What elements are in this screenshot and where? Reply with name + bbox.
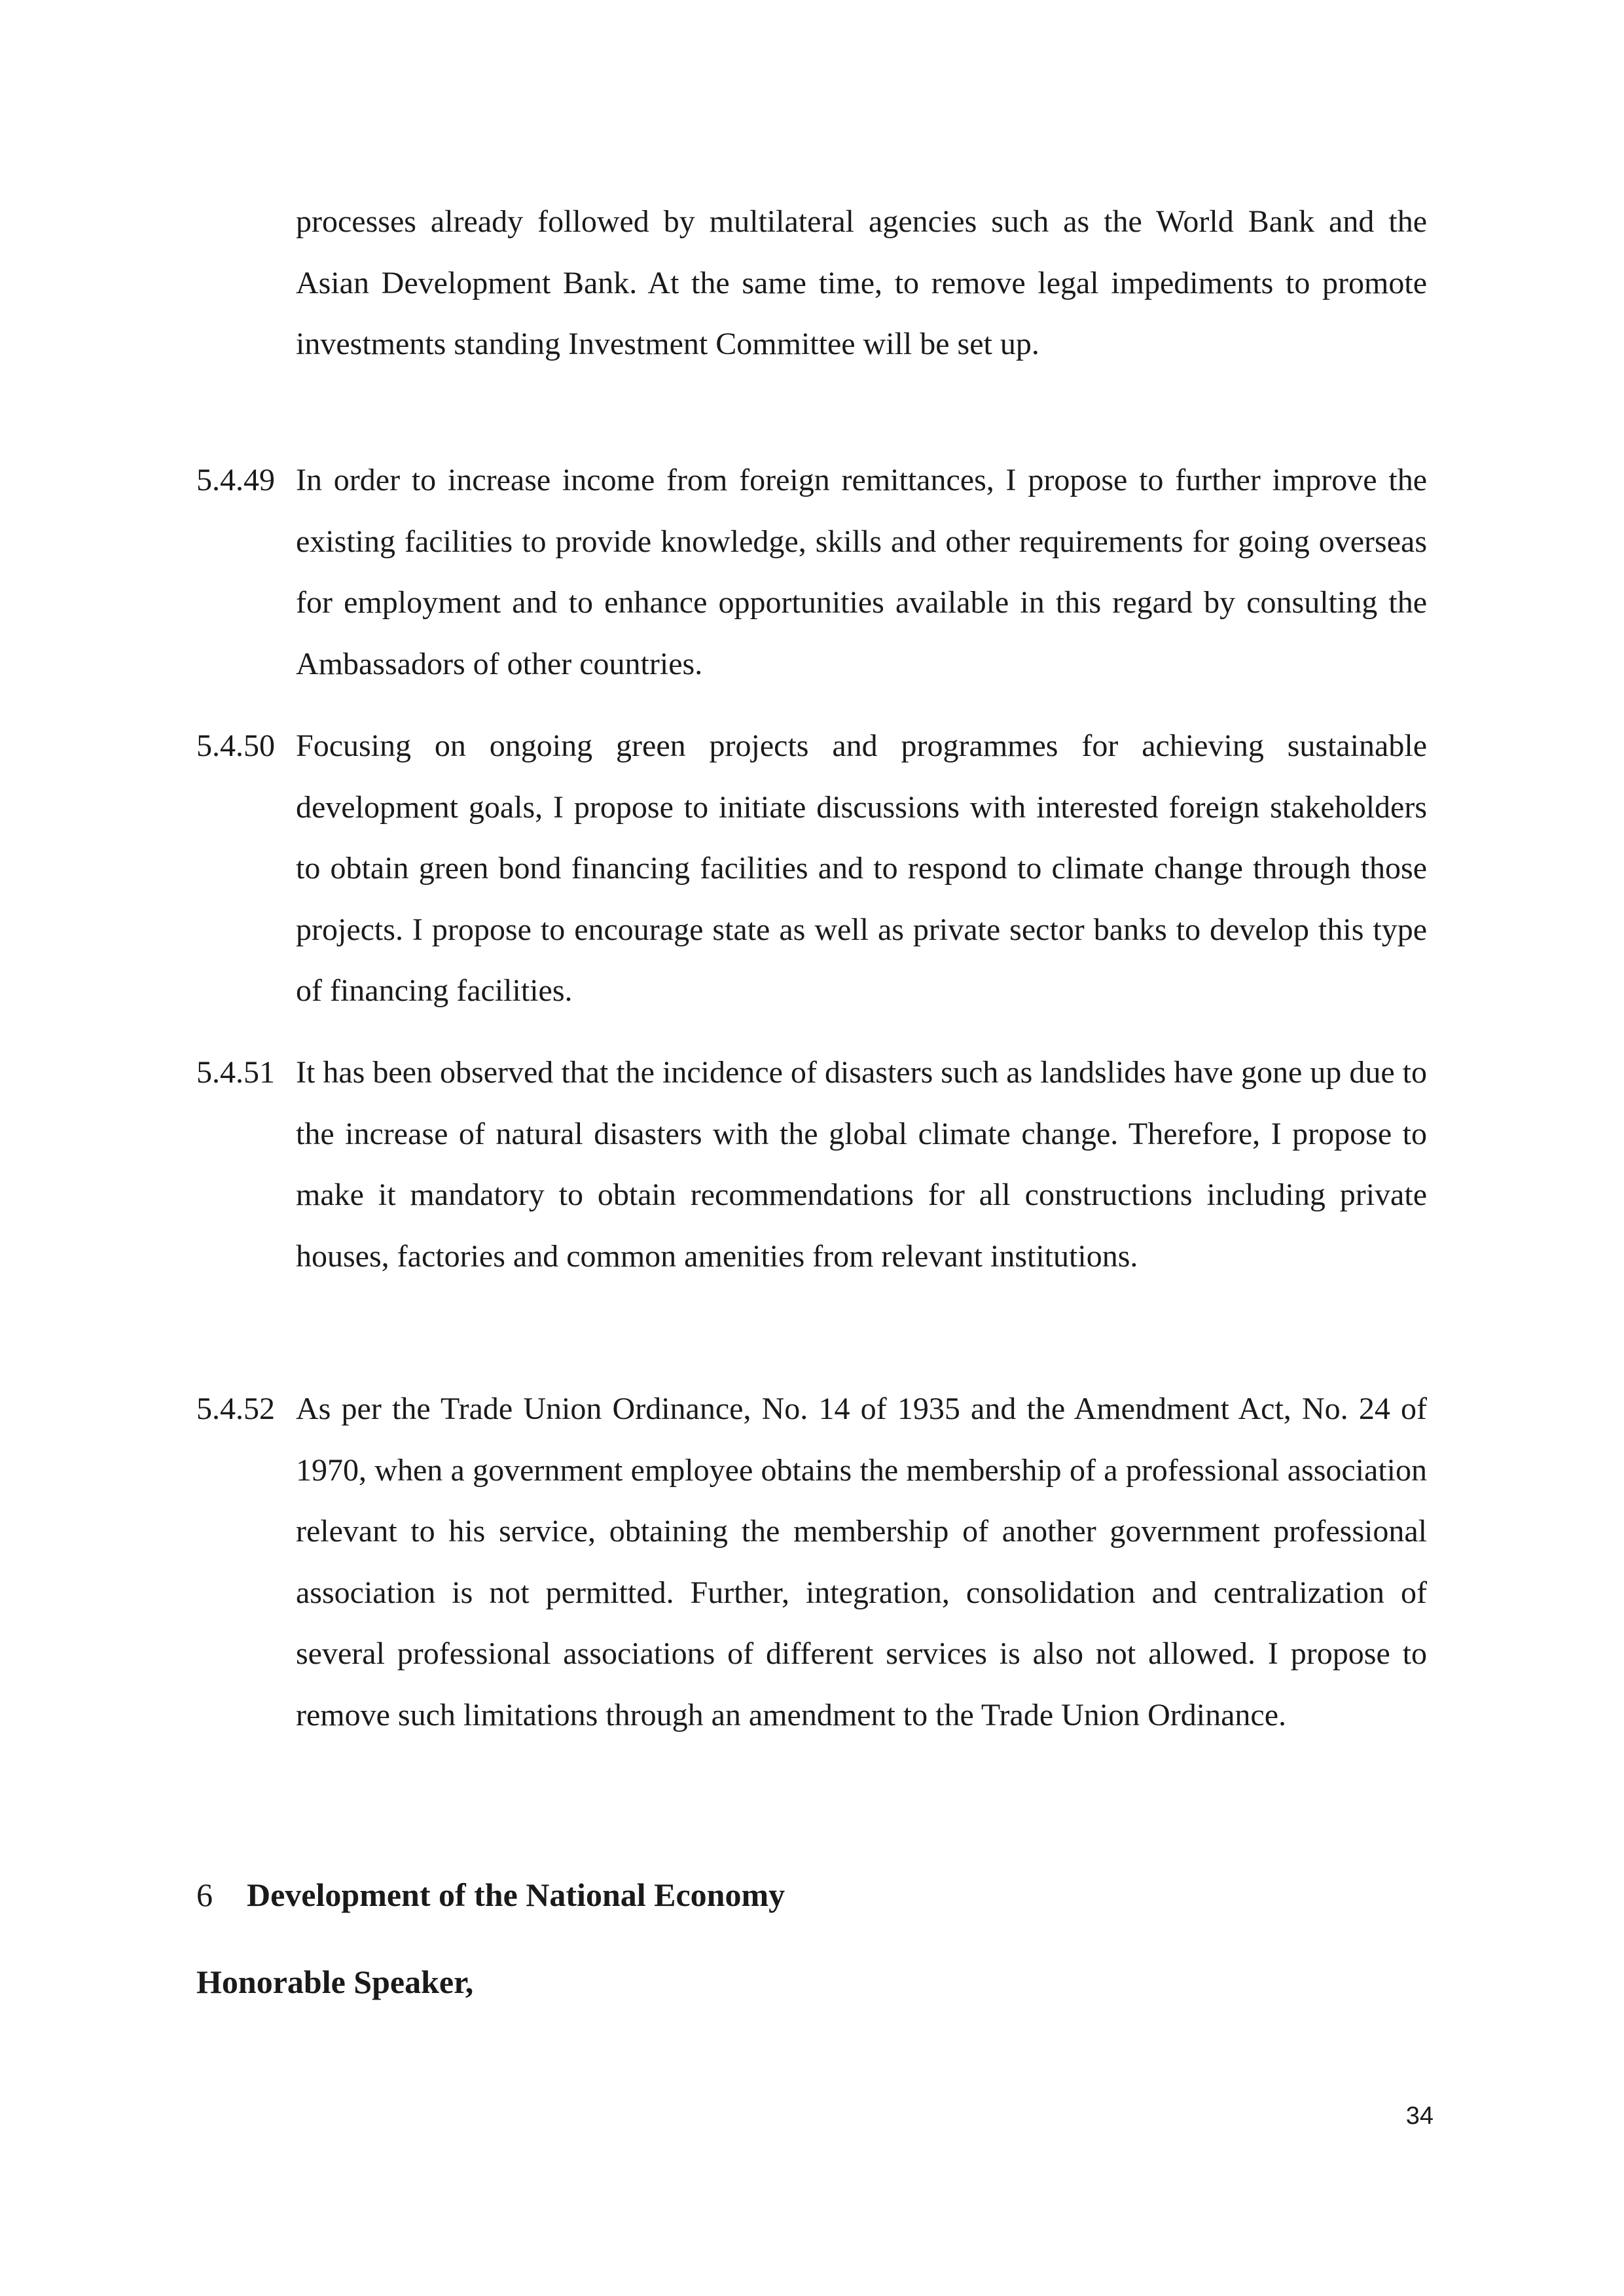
section-number: 6 — [196, 1876, 213, 1913]
paragraph-number-5-4-50: 5.4.50 — [196, 728, 275, 763]
paragraph-5-4-52: As per the Trade Union Ordinance, No. 14 of 1935 and the Amendment Act, No. 24 of 1970, when a government employee obtains the membership of a professional association relevant to his service, obtaining the membership of another government professional association is not permitted. Further, integration, consolidation and centralization of several professional associations of different services is also not allowed. I propose to remove such limitations through an amendment to the Trade Union Ordinance. — [296, 1391, 1427, 1732]
section-heading: Development of the National Economy — [247, 1876, 785, 1913]
paragraph-continued: processes already followed by multilateral agencies such as the World Bank and the Asian Development Bank. At the same time, to remove legal impediments to promote investments standing Investment Committee will be set up. — [296, 204, 1427, 362]
paragraph-number-5-4-51: 5.4.51 — [196, 1055, 275, 1090]
paragraph-5-4-50: Focusing on ongoing green projects and programmes for achieving sustainable development goals, I propose to initiate discussions with interested foreign stakeholders to obtain green bond financing facilities and to respond to climate change through those projects. I propose to encourage state as well as private sector banks to develop this type of financing facilities. — [296, 728, 1427, 1009]
salutation: Honorable Speaker, — [196, 1964, 474, 2000]
paragraph-number-5-4-49: 5.4.49 — [196, 463, 275, 497]
page-number: 34 — [1405, 2102, 1434, 2130]
paragraph-5-4-51: It has been observed that the incidence of disasters such as landslides have gone up due to the increase of natural disasters with the global climate change. Therefore, I propose to make it mandatory to obtain recommendations for all constructions including private houses, factories and common amenities from relevant institutions. — [296, 1055, 1427, 1274]
paragraph-5-4-49: In order to increase income from foreign remittances, I propose to further improve the existing facilities to provide knowledge, skills and other requirements for going overseas for employment and to enhance opportunities available in this regard by consulting the Ambassadors of other countries. — [296, 463, 1427, 681]
paragraph-number-5-4-52: 5.4.52 — [196, 1391, 275, 1426]
